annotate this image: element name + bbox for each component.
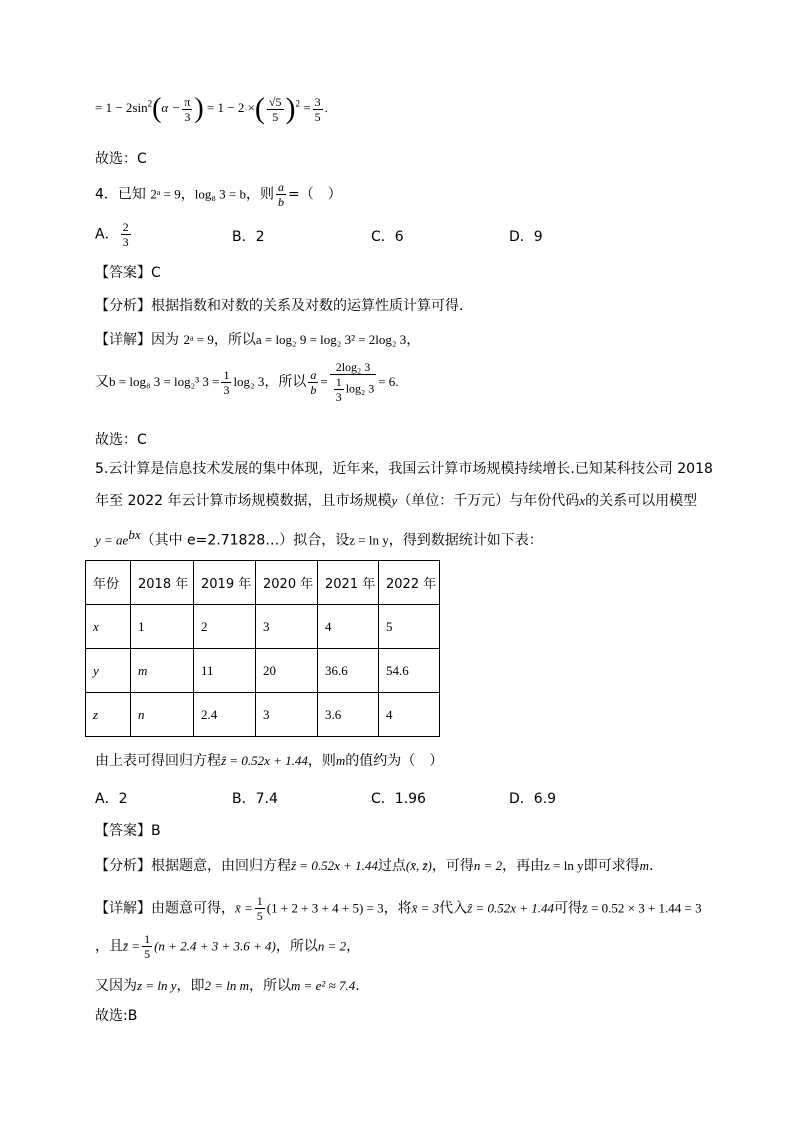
table-header-cell: 2022 年 bbox=[379, 561, 440, 605]
q5-options bbox=[95, 788, 695, 808]
answer-value: B bbox=[151, 823, 161, 839]
formula-text: = 1 − 2sin bbox=[95, 99, 148, 115]
table-cell: 2 bbox=[194, 605, 256, 649]
one-fifth-fraction bbox=[142, 932, 152, 961]
q3-formula-line: = $1 - 2\sin^2(\alpha$ − $\frac{\pi}{3}$ ) = 1 − 2 ×( $\frac{√5}{5}$ )$^2$ = $\frac{3}{5}$ . bbox=[95, 92, 328, 125]
detail-text: 因为 bbox=[151, 332, 179, 348]
option-letter: A． bbox=[95, 226, 119, 243]
frac-denominator: 3 bbox=[184, 109, 191, 124]
question-text: 的值约为（ ） bbox=[345, 753, 444, 769]
detail-math: m = e² ≈ 7.4 bbox=[291, 978, 356, 993]
stem-math: y bbox=[391, 493, 398, 508]
q5-detail-line2 bbox=[95, 932, 360, 961]
stem-text: ，得到数据统计如下表： bbox=[388, 532, 543, 549]
option-letter: B． bbox=[232, 791, 256, 807]
option-letter: D． bbox=[509, 791, 534, 807]
option-letter: C． bbox=[371, 791, 395, 807]
detail-math: = bbox=[320, 374, 328, 389]
detail-text: ， bbox=[346, 938, 361, 955]
stem-text: ， bbox=[180, 186, 195, 203]
option-fraction bbox=[121, 220, 131, 249]
analysis-math: n = 2 bbox=[473, 858, 503, 873]
table-cell: x bbox=[86, 605, 131, 649]
frac-numerator: a bbox=[278, 180, 284, 194]
frac-denominator: 3 bbox=[223, 382, 230, 397]
detail-text: ， bbox=[406, 332, 421, 348]
q4-option-d bbox=[509, 226, 543, 246]
table-cell: n bbox=[131, 693, 194, 737]
table-cell: 11 bbox=[194, 649, 256, 693]
option-letter: A． bbox=[95, 791, 119, 807]
question-math: m bbox=[335, 753, 346, 768]
q4-options bbox=[95, 220, 695, 248]
detail-math: = 6 bbox=[378, 374, 396, 389]
question-math: ẑ = 0.52x + 1.44 bbox=[221, 753, 308, 768]
detail-math: log₂ 3 bbox=[345, 381, 375, 396]
formula-exponent: 2 bbox=[147, 98, 153, 109]
frac-numerator: 1 bbox=[144, 932, 151, 946]
stem-text: ，则 bbox=[246, 186, 274, 203]
table-cell: 2.4 bbox=[194, 693, 256, 737]
q5-answer-choice: 故选:B bbox=[95, 1008, 138, 1024]
detail-text: . bbox=[355, 978, 360, 994]
detail-math: . bbox=[395, 374, 399, 389]
formula-text: = 1 − 2 × bbox=[206, 99, 255, 115]
detail-math: z̄ = 0.52 × 3 + 1.44 = 3 bbox=[582, 900, 702, 916]
detail-text: ，即 bbox=[176, 978, 205, 994]
ratio-fraction bbox=[330, 360, 377, 404]
stem-math: z = ln y bbox=[349, 532, 389, 548]
frac-denominator: 5 bbox=[314, 109, 321, 124]
question-text: ，则 bbox=[307, 753, 336, 769]
frac-numerator: 1 bbox=[335, 375, 342, 389]
q4-answer bbox=[95, 262, 161, 282]
analysis-tag: 【分析】 bbox=[95, 298, 151, 314]
detail-math: ẑ = 0.52x + 1.44 bbox=[467, 900, 555, 916]
frac-numerator: 1 bbox=[256, 894, 263, 908]
frac-numerator: 1 bbox=[223, 367, 230, 382]
table-cell: 3 bbox=[256, 605, 318, 649]
detail-math: (1 + 2 + 3 + 4 + 5) = 3 bbox=[266, 900, 384, 916]
table-header-row bbox=[86, 561, 440, 605]
answer-tag: 【答案】 bbox=[95, 265, 151, 281]
q4-analysis bbox=[95, 295, 463, 315]
q5-option-d bbox=[509, 788, 556, 808]
table-row bbox=[86, 605, 440, 649]
formula-text: = bbox=[303, 99, 311, 115]
a-over-b-fraction bbox=[308, 368, 318, 397]
analysis-math: ẑ = 0.52x + 1.44 bbox=[291, 858, 378, 873]
formula-exponent: 2 bbox=[295, 98, 301, 109]
detail-text: 由题意可得， bbox=[151, 900, 235, 917]
q5-detail-line1 bbox=[95, 894, 702, 923]
q5-option-b bbox=[232, 788, 278, 808]
frac-numerator: 2 bbox=[122, 220, 129, 234]
option-letter: B． bbox=[232, 229, 256, 245]
option-text: 6 bbox=[394, 229, 404, 245]
detail-math: z̄ = bbox=[123, 938, 141, 954]
q4-stem bbox=[95, 180, 342, 209]
table-row bbox=[86, 649, 440, 693]
three-fifths-fraction bbox=[313, 95, 323, 124]
one-fifth-fraction bbox=[255, 894, 265, 923]
analysis-math: z = ln y bbox=[544, 858, 584, 873]
a-over-b-fraction bbox=[276, 180, 286, 209]
table-cell: m bbox=[131, 649, 194, 693]
table-header-cell: 2018 年 bbox=[131, 561, 194, 605]
one-third-fraction bbox=[334, 375, 344, 404]
frac-denominator: 5 bbox=[144, 947, 151, 961]
option-letter: C． bbox=[371, 229, 395, 245]
stem-text: （单位：千万元）与年份代码 bbox=[397, 493, 580, 509]
frac-numerator: 2log₂ 3 bbox=[330, 360, 377, 375]
table-cell: 54.6 bbox=[379, 649, 440, 693]
stem-math: 2ᵃ = 9 bbox=[150, 186, 181, 202]
table-header-cell: 2020 年 bbox=[256, 561, 318, 605]
detail-text: ，且 bbox=[95, 938, 123, 955]
detail-text: 可得 bbox=[554, 900, 583, 917]
detail-text: ，所以 bbox=[213, 332, 256, 348]
answer-value: C bbox=[151, 265, 161, 281]
option-text: 6.9 bbox=[533, 791, 557, 807]
detail-text: ，所以 bbox=[264, 374, 307, 390]
table-header-cell: 2021 年 bbox=[318, 561, 379, 605]
table-cell: 4 bbox=[318, 605, 379, 649]
analysis-text: 根据题意，由回归方程 bbox=[151, 858, 291, 874]
table-cell: 20 bbox=[256, 649, 318, 693]
q5-option-a bbox=[95, 788, 128, 808]
q5-stem-line3 bbox=[95, 527, 543, 550]
stem-text: 年至 2022 年云计算市场规模数据，且市场规模 bbox=[95, 493, 392, 509]
analysis-text: ，再由 bbox=[502, 858, 545, 874]
table-cell: 5 bbox=[379, 605, 440, 649]
detail-text: 代入 bbox=[439, 900, 468, 917]
detail-math: 2ᵃ = 9 bbox=[183, 332, 214, 347]
option-text: 7.4 bbox=[255, 791, 278, 807]
frac-denominator bbox=[330, 375, 377, 404]
data-table bbox=[85, 560, 440, 737]
frac-numerator: √5 bbox=[268, 94, 282, 109]
q5-detail-line3 bbox=[95, 975, 360, 995]
q4-option-a bbox=[95, 220, 133, 249]
stem-text: 的关系可以用模型 bbox=[585, 493, 698, 509]
answer-tag: 【答案】 bbox=[95, 823, 151, 839]
detail-math: x̄ = bbox=[235, 900, 253, 916]
table-cell: 3.6 bbox=[318, 693, 379, 737]
formula-text: . bbox=[324, 99, 328, 115]
q4-option-c bbox=[371, 226, 404, 246]
formula-paren: ) bbox=[194, 93, 204, 124]
stem-math: x bbox=[579, 493, 586, 508]
q4-answer-choice: 故选：C bbox=[95, 432, 147, 448]
formula-paren: ( bbox=[152, 93, 162, 124]
analysis-text: . bbox=[649, 858, 654, 874]
frac-numerator: a bbox=[310, 367, 317, 382]
option-text: 1.96 bbox=[394, 791, 426, 807]
table-cell: 3 bbox=[256, 693, 318, 737]
q5-analysis bbox=[95, 855, 653, 875]
frac-denominator: 5 bbox=[256, 909, 263, 923]
analysis-text: 根据指数和对数的关系及对数的运算性质计算可得. bbox=[151, 298, 464, 314]
detail-math: x̄ = 3 bbox=[411, 900, 440, 916]
question-text: 由上表可得回归方程 bbox=[95, 753, 221, 769]
option-letter: D． bbox=[509, 229, 534, 245]
q5-answer bbox=[95, 820, 161, 840]
analysis-math: (x̄, z̄) bbox=[405, 858, 432, 873]
stem-text: 4．已知 bbox=[95, 186, 146, 203]
table-cell: 36.6 bbox=[318, 649, 379, 693]
q5-stem-line1: 5.云计算是信息技术发展的集中体现，近年来，我国云计算市场规模持续增长.已知某科技公司 2018 bbox=[95, 461, 713, 477]
stem-text: =（ ） bbox=[288, 186, 342, 203]
stem-exponent: bx bbox=[128, 527, 141, 542]
detail-text: ，所以 bbox=[275, 938, 318, 955]
analysis-text: 即可求得 bbox=[583, 858, 640, 874]
detail-math: 2 = ln m bbox=[204, 978, 249, 993]
q4-detail-line1 bbox=[95, 329, 420, 349]
stem-math: log₈ 3 = b bbox=[194, 186, 246, 202]
analysis-math: m bbox=[639, 858, 650, 873]
q5-option-c bbox=[371, 788, 426, 808]
table-cell: y bbox=[86, 649, 131, 693]
table-cell: z bbox=[86, 693, 131, 737]
detail-math: n = 2 bbox=[317, 938, 347, 954]
option-text: 2 bbox=[255, 229, 265, 245]
detail-tag: 【详解】 bbox=[95, 900, 151, 917]
stem-text: （其中 e=2.71828…）拟合，设 bbox=[140, 532, 350, 549]
stem-math: y = ae bbox=[95, 532, 129, 548]
q5-stem-line2 bbox=[95, 490, 697, 510]
detail-text: 又 bbox=[95, 374, 109, 390]
frac-denominator: b bbox=[310, 382, 317, 397]
option-text: 9 bbox=[533, 229, 543, 245]
frac-numerator: 3 bbox=[314, 94, 321, 109]
frac-denominator: 5 bbox=[272, 109, 279, 124]
q5-question bbox=[95, 750, 443, 770]
detail-text: 又因为 bbox=[95, 978, 137, 994]
analysis-text: ，可得 bbox=[431, 858, 474, 874]
detail-math: log₂ 3 bbox=[233, 374, 265, 389]
detail-math: z = ln y bbox=[137, 978, 177, 993]
detail-math: a = log₂ 9 = log₂ 3² = 2log₂ 3 bbox=[255, 332, 407, 347]
table-row bbox=[86, 693, 440, 737]
formula-text: α − bbox=[161, 99, 181, 115]
q4-option-b bbox=[232, 226, 265, 246]
table-cell: 1 bbox=[131, 605, 194, 649]
table-header-cell: 2019 年 bbox=[194, 561, 256, 605]
one-third-fraction bbox=[221, 368, 231, 397]
table-header-cell: 年份 bbox=[86, 561, 131, 605]
q4-detail-line2 bbox=[95, 360, 399, 404]
analysis-text: 过点 bbox=[377, 858, 406, 874]
detail-tag: 【详解】 bbox=[95, 332, 151, 348]
sqrt5-over-5-fraction bbox=[267, 95, 284, 124]
frac-denominator: 3 bbox=[335, 390, 342, 404]
frac-denominator: b bbox=[278, 195, 284, 209]
q3-answer-choice: 故选：C bbox=[95, 151, 147, 167]
detail-text: ，所以 bbox=[249, 978, 291, 994]
option-text: 2 bbox=[118, 791, 128, 807]
frac-denominator: 3 bbox=[122, 235, 129, 249]
detail-text: ，将 bbox=[383, 900, 412, 917]
detail-math: b = log₈ 3 = log₂³ 3 = bbox=[109, 374, 220, 389]
pi-over-3-fraction bbox=[182, 95, 192, 124]
frac-numerator: π bbox=[184, 94, 191, 109]
table-cell: 4 bbox=[379, 693, 440, 737]
analysis-tag: 【分析】 bbox=[95, 858, 151, 874]
detail-math: (n + 2.4 + 3 + 3.6 + 4) bbox=[154, 938, 276, 954]
